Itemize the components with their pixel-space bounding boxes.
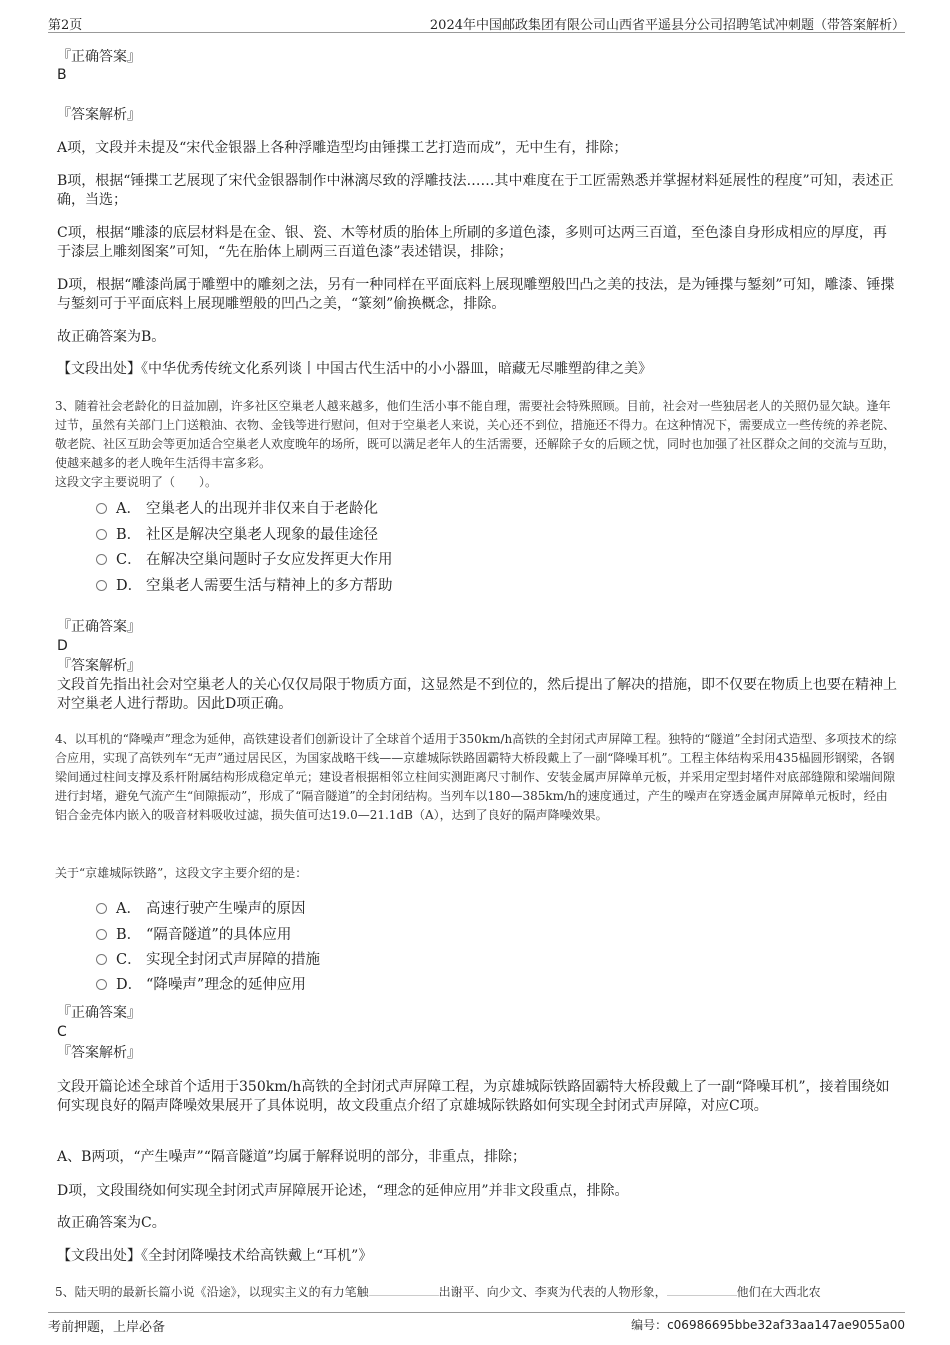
q4-answer: C <box>57 1024 67 1040</box>
q4-option-b[interactable]: B． “隔音隧道”的具体应用 <box>96 925 291 945</box>
q2-analysis-b: B项，根据“锤揲工艺展现了宋代金银器制作中淋漓尽致的浮雕技法……其中难度在于工匠需熟悉并掌握材料延展性的程度”可知，表述正确，当选； <box>57 173 894 208</box>
q2-analysis-c: C项，根据“雕漆的底层材料是在金、银、瓷、木等材质的胎体上所刷的多道色漆，多则可达两三百道，至色漆自身形成相应的厚度，再于漆层上雕刻图案”可知，“先在胎体上刷两三百道色漆”表述错误，排除； <box>57 225 887 260</box>
footer-slogan: 考前押题，上岸必备 <box>48 1320 166 1335</box>
q4-analysis-ab: A、B两项，“产生噪声”“隔音隧道”均属于解释说明的部分，非重点，排除； <box>57 1149 527 1165</box>
radio-icon[interactable] <box>96 503 107 514</box>
q4-source: 【文段出处】《全封闭降噪技术给高铁戴上“耳机”》 <box>57 1248 373 1264</box>
q2-analysis-label: 『答案解析』 <box>57 107 141 123</box>
q2-conclusion: 故正确答案为B。 <box>57 329 166 345</box>
radio-icon[interactable] <box>96 529 107 540</box>
radio-icon[interactable] <box>96 929 107 940</box>
q2-source: 【文段出处】《中华优秀传统文化系列谈丨中国古代生活中的小小器皿，暗藏无尽雕塑韵律之美》 <box>57 361 652 377</box>
q3-option-d[interactable]: D． 空巢老人需要生活与精神上的多方帮助 <box>96 576 393 596</box>
q3-question: 这段文字主要说明了（ ）。 <box>55 475 218 489</box>
q4-analysis-d: D项，文段围绕如何实现全封闭式声屏障展开论述，“理念的延伸应用”并非文段重点，排除。 <box>57 1183 629 1199</box>
q2-answer-label: 『正确答案』 <box>57 49 141 65</box>
q3-option-a[interactable]: A． 空巢老人的出现并非仅来自于老龄化 <box>96 499 378 519</box>
q4-option-c[interactable]: C． 实现全封闭式声屏障的措施 <box>96 950 320 970</box>
radio-icon[interactable] <box>96 954 107 965</box>
q5-stem: 5、陆天明的最新长篇小说《沿途》，以现实主义的有力笔触 出谢平、向少文、李爽为代表的人物形象， 他们在大西北农 <box>55 1285 821 1299</box>
q4-conclusion: 故正确答案为C。 <box>57 1215 166 1231</box>
q2-analysis-a: A项，文段并未提及“宋代金银器上各种浮雕造型均由锤揲工艺打造而成”，无中生有，排除； <box>57 140 628 156</box>
page-footer <box>48 1312 905 1335</box>
q3-stem: 3、随着社会老龄化的日益加剧，许多社区空巢老人越来越多，他们生活小事不能自理，需要社会特殊照顾。目前，社会对一些独居老人的关照仍显欠缺。逢年过节，虽然有关部门上门送粮油、衣物、金钱等进行慰问，但对于空巢老人来说，关心还不到位，措施还不得力。在这种情况下，需要成立一些传统的养老院、敬老院、社区互助会等更加适合空巢老人欢度晚年的场所，既可以满足老年人的生活需要，还解除子女的后顾之忧，同时也加强了社区群众之间的交流与互助，使越来越多的老人晚年生活得丰富多彩。 <box>55 399 896 470</box>
q3-option-c[interactable]: C． 在解决空巢问题时子女应发挥更大作用 <box>96 550 393 570</box>
q4-analysis-label: 『答案解析』 <box>57 1045 141 1061</box>
q4-question: 关于“京雄城际铁路”，这段文字主要介绍的是： <box>55 866 308 880</box>
q4-analysis-main: 文段开篇论述全球首个适用于350km/h高铁的全封闭式声屏障工程，为京雄城际铁路固霸特大桥段戴上了一副“降噪耳机”，接着围绕如何实现良好的隔声降噪效果展开了具体说明，故文段重点介绍了京雄城际铁路如何实现全封闭式声屏障，对应C项。 <box>57 1079 890 1114</box>
radio-icon[interactable] <box>96 903 107 914</box>
q3-answer: D <box>57 638 68 654</box>
q3-analysis: 文段首先指出社会对空巢老人的关心仅仅局限于物质方面，这显然是不到位的，然后提出了解决的措施，即不仅要在物质上也要在精神上对空巢老人进行帮助。因此D项正确。 <box>57 677 897 712</box>
radio-icon[interactable] <box>96 554 107 565</box>
page-header <box>48 12 905 33</box>
q4-stem: 4、以耳机的“降噪声”理念为延伸，高铁建设者们创新设计了全球首个适用于350km/h高铁的全封闭式声屏障工程。独特的“隧道”全封闭式造型、多项技术的综合应用，实现了高铁列车“无声”通过居民区，为国家战略干线——京雄城际铁路固霸特大桥段戴上了一副“降噪耳机”。工程主体结构采用435榀圆形钢梁，各钢梁间通过柱间支撑及系杆附属结构形成稳定单元；建设者根据相邻立柱间实测距离尺寸制作、安装金属声屏障单元板，并采用定型封堵件对底部缝隙和梁端间隙进行封堵，避免气流产生“间隙振动”，形成了“隔音隧道”的全封闭结构。当列车以180—385km/h的速度通过，产生的噪声在穿透金属声屏障单元板时，经由铝合金壳体内嵌入的吸音材料吸收过滤，损失值可达19.0—21.1dB（A），达到了良好的隔声降噪效果。 <box>55 732 897 822</box>
q3-option-b[interactable]: B． 社区是解决空巢老人现象的最佳途径 <box>96 525 378 545</box>
document-code: 编号：c06986695bbe32af33aa147ae9055a00 <box>631 1318 905 1332</box>
q4-option-d[interactable]: D． “降噪声”理念的延伸应用 <box>96 975 306 995</box>
radio-icon[interactable] <box>96 979 107 990</box>
q2-analysis-d: D项，根据“雕漆尚属于雕塑中的雕刻之法，另有一种同样在平面底料上展现雕塑般凹凸之美的技法，是为锤揲与錾刻”可知，雕漆、锤揲与錾刻可于平面底料上展现雕塑般的凹凸之美，“篆刻”偷换概念，排除。 <box>57 277 895 312</box>
blank <box>667 1283 737 1296</box>
q3-analysis-label: 『答案解析』 <box>57 658 141 674</box>
q2-answer: B <box>57 67 67 83</box>
q3-answer-label: 『正确答案』 <box>57 619 141 635</box>
blank <box>369 1283 439 1296</box>
q4-answer-label: 『正确答案』 <box>57 1005 141 1021</box>
document-title: 2024年中国邮政集团有限公司山西省平遥县分公司招聘笔试冲刺题（带答案解析） <box>429 18 905 33</box>
radio-icon[interactable] <box>96 580 107 591</box>
q4-option-a[interactable]: A． 高速行驶产生噪声的原因 <box>96 899 306 919</box>
page-number: 第2页 <box>48 18 83 33</box>
